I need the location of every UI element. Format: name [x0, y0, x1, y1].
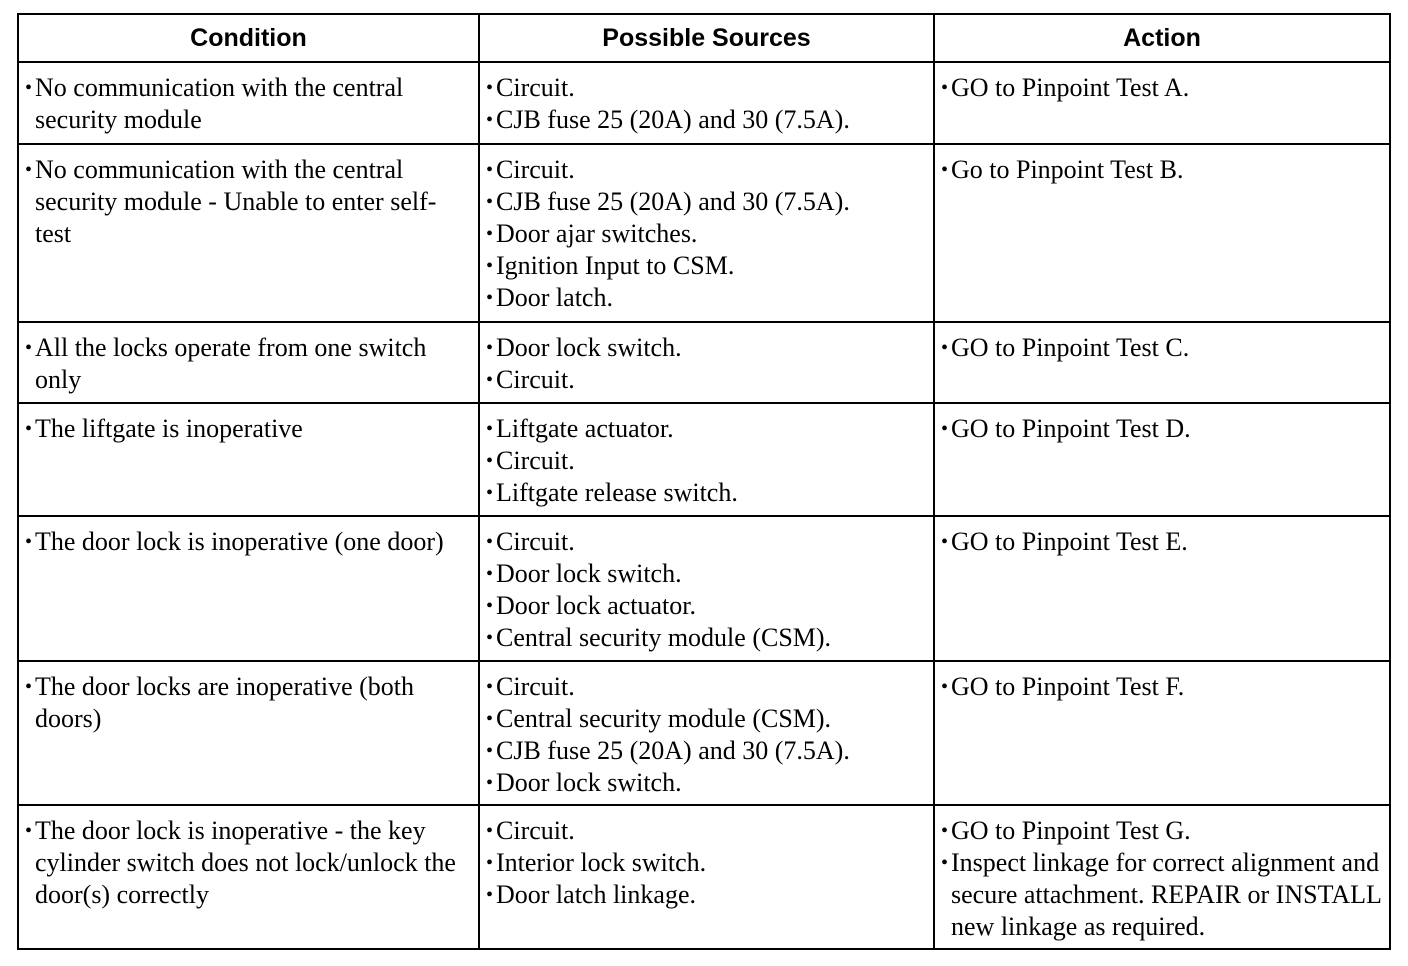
item-text: Door lock switch. [496, 768, 682, 797]
list-item [941, 815, 1383, 847]
item-text: Door latch linkage. [496, 880, 696, 909]
bullet-icon: • [941, 531, 949, 553]
item-text: Liftgate actuator. [496, 414, 674, 443]
bullet-icon: • [486, 337, 494, 359]
item-text: All the locks operate from one switch only [35, 333, 427, 394]
bullet-icon: • [941, 820, 949, 842]
bullet-icon: • [486, 595, 494, 617]
list-item [941, 526, 1383, 558]
list-item [486, 735, 927, 767]
list-item [25, 154, 472, 250]
item-text: Ignition Input to CSM. [496, 251, 735, 280]
bullet-icon: • [941, 418, 949, 440]
list-item [486, 282, 927, 314]
item-text: GO to Pinpoint Test F. [951, 672, 1185, 701]
bullet-icon: • [941, 159, 949, 181]
list-item [486, 622, 927, 654]
action-cell [934, 322, 1390, 403]
item-text: Circuit. [496, 365, 575, 394]
item-text: The door locks are inoperative (both doors) [35, 672, 415, 733]
table-body [18, 62, 1390, 949]
bullet-icon: • [486, 884, 494, 906]
list-item [486, 364, 927, 396]
sources-cell [479, 805, 934, 949]
bullet-icon: • [486, 852, 494, 874]
sources-cell [479, 62, 934, 144]
item-text: The liftgate is inoperative [35, 414, 303, 443]
sources-cell [479, 144, 934, 322]
header-action: Action [934, 14, 1390, 62]
bullet-icon: • [25, 337, 33, 359]
list-item [486, 558, 927, 590]
action-cell [934, 661, 1390, 805]
condition-cell [18, 805, 479, 949]
bullet-icon: • [486, 369, 494, 391]
item-text: Door lock switch. [496, 333, 682, 362]
list-item [941, 332, 1383, 364]
list-item [941, 847, 1383, 943]
table-row [18, 62, 1390, 144]
list-item [486, 332, 927, 364]
list-item [25, 815, 472, 911]
condition-cell [18, 144, 479, 322]
item-text: GO to Pinpoint Test G. [951, 816, 1191, 845]
bullet-icon: • [486, 627, 494, 649]
item-text: CJB fuse 25 (20A) and 30 (7.5A). [496, 105, 850, 134]
list-item [486, 703, 927, 735]
bullet-icon: • [486, 223, 494, 245]
header-condition: Condition [18, 14, 479, 62]
item-text: Central security module (CSM). [496, 704, 832, 733]
item-text: Circuit. [496, 73, 575, 102]
bullet-icon: • [486, 531, 494, 553]
list-item [486, 218, 927, 250]
bullet-icon: • [486, 191, 494, 213]
item-text: CJB fuse 25 (20A) and 30 (7.5A). [496, 187, 850, 216]
list-item [486, 186, 927, 218]
list-item [25, 526, 472, 558]
bullet-icon: • [486, 820, 494, 842]
item-text: Door ajar switches. [496, 219, 698, 248]
bullet-icon: • [486, 450, 494, 472]
bullet-icon: • [486, 563, 494, 585]
item-text: CJB fuse 25 (20A) and 30 (7.5A). [496, 736, 850, 765]
sources-cell [479, 516, 934, 661]
bullet-icon: • [486, 418, 494, 440]
list-item [941, 671, 1383, 703]
bullet-icon: • [486, 772, 494, 794]
table-row [18, 403, 1390, 516]
bullet-icon: • [941, 77, 949, 99]
item-text: Door lock actuator. [496, 591, 696, 620]
list-item [486, 250, 927, 282]
table-row [18, 516, 1390, 661]
list-item [486, 671, 927, 703]
list-item [486, 445, 927, 477]
item-text: GO to Pinpoint Test A. [951, 73, 1190, 102]
bullet-icon: • [25, 676, 33, 698]
bullet-icon: • [486, 482, 494, 504]
action-cell [934, 144, 1390, 322]
list-item [25, 332, 472, 396]
bullet-icon: • [486, 676, 494, 698]
condition-cell [18, 661, 479, 805]
bullet-icon: • [941, 337, 949, 359]
list-item [941, 413, 1383, 445]
list-item [486, 815, 927, 847]
bullet-icon: • [25, 418, 33, 440]
table-row [18, 322, 1390, 403]
table-row [18, 661, 1390, 805]
item-text: Circuit. [496, 155, 575, 184]
item-text: Liftgate release switch. [496, 478, 738, 507]
bullet-icon: • [486, 109, 494, 131]
bullet-icon: • [486, 740, 494, 762]
action-cell [934, 805, 1390, 949]
list-item [486, 847, 927, 879]
item-text: GO to Pinpoint Test E. [951, 527, 1188, 556]
item-text: The door lock is inoperative - the key cylinder switch does not lock/unlock the door(s) correctly [35, 816, 456, 909]
header-possible-sources: Possible Sources [479, 14, 934, 62]
item-text: Interior lock switch. [496, 848, 707, 877]
item-text: Circuit. [496, 672, 575, 701]
bullet-icon: • [941, 852, 949, 874]
item-text: The door lock is inoperative (one door) [35, 527, 444, 556]
item-text: Circuit. [496, 527, 575, 556]
item-text: GO to Pinpoint Test C. [951, 333, 1190, 362]
bullet-icon: • [486, 287, 494, 309]
list-item [486, 413, 927, 445]
sources-cell [479, 661, 934, 805]
list-item [941, 154, 1383, 186]
list-item [941, 72, 1383, 104]
sources-cell [479, 322, 934, 403]
condition-cell [18, 62, 479, 144]
item-text: Door lock switch. [496, 559, 682, 588]
item-text: No communication with the central security module [35, 73, 404, 134]
sources-cell [479, 403, 934, 516]
list-item [486, 590, 927, 622]
condition-cell [18, 403, 479, 516]
list-item [486, 72, 927, 104]
bullet-icon: • [25, 531, 33, 553]
bullet-icon: • [25, 159, 33, 181]
bullet-icon: • [25, 77, 33, 99]
item-text: Central security module (CSM). [496, 623, 832, 652]
condition-cell [18, 516, 479, 661]
list-item [486, 526, 927, 558]
header-row [18, 14, 1390, 62]
list-item [486, 767, 927, 799]
item-text: GO to Pinpoint Test D. [951, 414, 1191, 443]
bullet-icon: • [941, 676, 949, 698]
item-text: No communication with the central security module - Unable to enter self-test [35, 155, 437, 248]
item-text: Circuit. [496, 816, 575, 845]
list-item [25, 671, 472, 735]
item-text: Go to Pinpoint Test B. [951, 155, 1184, 184]
item-text: Inspect linkage for correct alignment and secure attachment. REPAIR or INSTALL new linkage as required. [951, 848, 1381, 941]
table-row [18, 144, 1390, 322]
action-cell [934, 62, 1390, 144]
item-text: Circuit. [496, 446, 575, 475]
action-cell [934, 516, 1390, 661]
list-item [486, 477, 927, 509]
item-text: Door latch. [496, 283, 613, 312]
list-item [486, 154, 927, 186]
condition-cell [18, 322, 479, 403]
diagnostic-table [17, 13, 1391, 950]
list-item [486, 104, 927, 136]
list-item [486, 879, 927, 911]
bullet-icon: • [25, 820, 33, 842]
bullet-icon: • [486, 159, 494, 181]
action-cell [934, 403, 1390, 516]
bullet-icon: • [486, 708, 494, 730]
bullet-icon: • [486, 255, 494, 277]
table-row [18, 805, 1390, 949]
list-item [25, 72, 472, 136]
list-item [25, 413, 472, 445]
bullet-icon: • [486, 77, 494, 99]
